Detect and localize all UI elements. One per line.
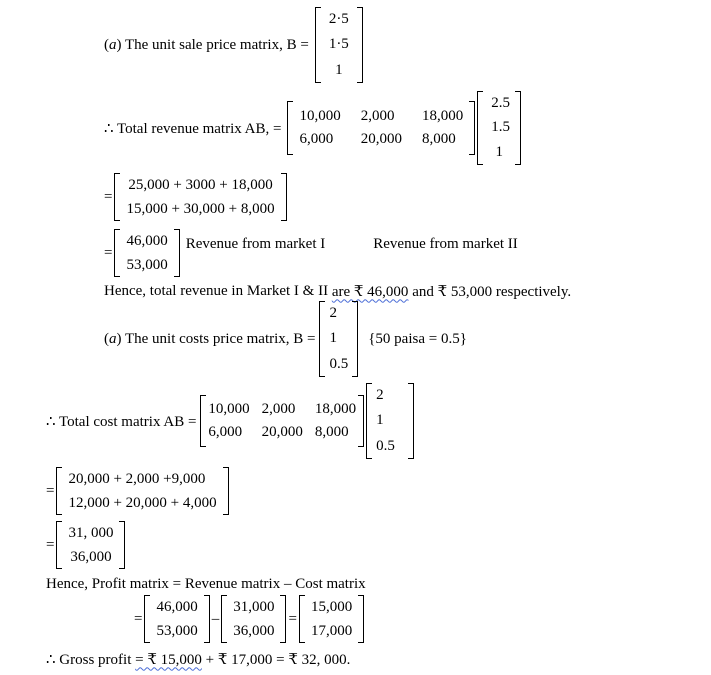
part-label-letter: a: [109, 36, 117, 53]
revenue-result-matrix: [114, 229, 179, 277]
matrix-cell: 31, 000: [68, 524, 114, 541]
matrix-cell: 10,000: [299, 108, 341, 124]
matrix-cell: 2·5: [328, 11, 349, 28]
matrix-cell: 46,000: [156, 598, 198, 615]
cost-vector-matrix: [366, 383, 414, 459]
cost-sum-matrix: [56, 467, 228, 515]
matrix-cell: 2,000: [261, 401, 296, 417]
part-label-open: (: [104, 36, 109, 53]
matrix-cell: 1.5: [491, 119, 510, 136]
profit-result-matrix: [299, 595, 364, 643]
profit-matrices-row: [134, 594, 366, 644]
minus-sign: –: [211, 610, 220, 627]
matrix-cell: 8,000: [314, 424, 349, 440]
matrix-cell: 18,000: [421, 108, 464, 124]
part-label-letter: a: [109, 330, 117, 347]
part-label-close: ): [116, 36, 122, 53]
revenue-sum-row: [104, 172, 289, 222]
unit-cost-matrix: [319, 301, 358, 377]
matrix-cell: 53,000: [126, 256, 168, 273]
matrix-cell: 15,000 + 30,000 + 8,000: [126, 200, 275, 217]
paisa-note: {50 paisa = 0.5}: [368, 330, 467, 347]
equals-sign: =: [288, 610, 297, 627]
market-2-label: Revenue from market II: [373, 236, 518, 252]
matrix-cell: 1: [329, 330, 337, 347]
matrix-cell: 0.5: [329, 355, 349, 372]
matrix-cell: 0.5: [376, 437, 395, 454]
revenue-conclusion: [104, 281, 571, 301]
matrix-cell: 1·5: [328, 36, 349, 53]
unit-price-matrix: [315, 7, 363, 83]
matrix-cell: 8,000: [421, 131, 456, 147]
matrix-cell: 6,000: [208, 424, 243, 440]
matrix-cell: 17,000: [310, 622, 353, 639]
total-revenue-row: [104, 90, 523, 166]
equals-sign: =: [134, 610, 143, 627]
profit-statement-text: Hence, Profit matrix = Revenue matrix – Cost matrix: [46, 575, 366, 592]
matrix-cell: 18,000: [314, 401, 357, 417]
matrix-cell: 2: [376, 387, 384, 404]
cost-result-row: [46, 520, 127, 570]
matrix-cell: 20,000 + 2,000 +9,000: [68, 470, 206, 487]
matrix-cell: 1: [335, 61, 343, 78]
part-label-open: (: [104, 330, 109, 347]
matrix-cell: 2.5: [491, 94, 510, 111]
part-label-close: ): [116, 330, 122, 347]
profit-revenue-matrix: [144, 595, 209, 643]
matrix-cell: 6,000: [299, 131, 334, 147]
unit-price-text: The unit sale price matrix, B =: [121, 36, 309, 53]
matrix-cell: 2: [329, 305, 337, 322]
matrix-cell: 2,000: [360, 108, 395, 124]
unit-cost-text: The unit costs price matrix, B =: [121, 330, 316, 347]
equals-sign: =: [46, 482, 55, 499]
total-cost-row: [46, 382, 416, 460]
matrix-cell: 46,000: [126, 232, 168, 249]
matrix-cell: 31,000: [233, 598, 275, 615]
equals-sign: =: [46, 536, 55, 553]
unit-cost-row: [104, 300, 467, 378]
cost-sales-matrix: [200, 395, 364, 447]
matrix-cell: 10,000: [208, 401, 250, 417]
matrix-cell: 25,000 + 3000 + 18,000: [128, 176, 273, 193]
conclusion-text-flagged: are ₹ 46,000: [331, 283, 409, 300]
total-cost-text: ∴ Total cost matrix AB =: [46, 413, 197, 430]
equals-sign: =: [104, 244, 113, 261]
matrix-cell: 15,000: [310, 598, 353, 615]
cost-result-matrix: [56, 521, 125, 569]
revenue-sum-matrix: [114, 173, 286, 221]
unit-price-row: [104, 6, 365, 84]
gross-profit-flagged: = ₹ 15,000: [135, 651, 202, 668]
market-1-label: Revenue from market I: [185, 236, 326, 252]
matrix-cell: 36,000: [233, 622, 275, 639]
profit-cost-matrix: [221, 595, 286, 643]
cost-sum-row: [46, 466, 231, 516]
gross-profit-end: + ₹ 17,000 = ₹ 32, 000.: [201, 651, 351, 668]
equals-sign: =: [104, 188, 113, 205]
conclusion-text: Hence, total revenue in Market I & II: [104, 282, 332, 299]
matrix-cell: 1: [376, 412, 384, 429]
gross-profit-text: ∴ Gross profit: [46, 651, 136, 668]
matrix-cell: 20,000: [261, 424, 303, 440]
gross-profit-row: [46, 649, 350, 669]
matrix-cell: 12,000 + 20,000 + 4,000: [68, 494, 217, 511]
price-matrix: [477, 91, 521, 165]
profit-statement: [46, 574, 366, 594]
matrix-cell: 20,000: [360, 131, 402, 147]
matrix-cell: 53,000: [156, 622, 198, 639]
conclusion-text-end: and ₹ 53,000 respectively.: [408, 283, 572, 300]
sales-matrix: [287, 101, 475, 155]
matrix-cell: 1: [495, 144, 503, 161]
matrix-cell: 36,000: [70, 548, 112, 565]
total-revenue-text: ∴ Total revenue matrix AB, =: [104, 120, 282, 137]
revenue-result-row: [104, 228, 518, 278]
